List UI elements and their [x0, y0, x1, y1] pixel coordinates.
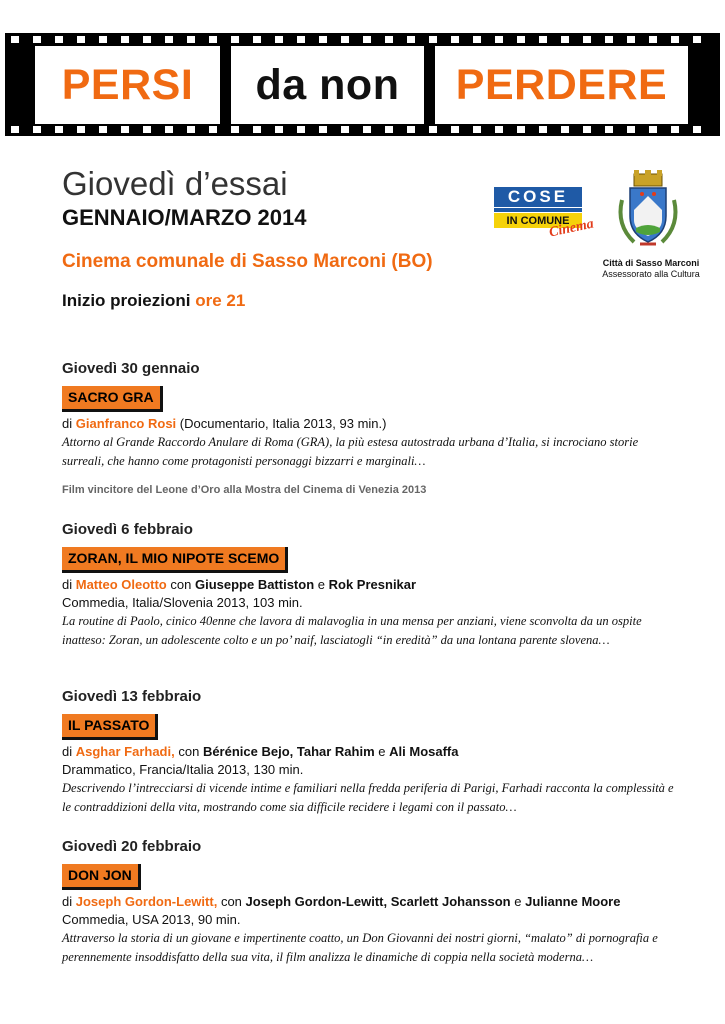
director-name: Gianfranco Rosi [75, 416, 177, 431]
film-title-badge: ZORAN, IL MIO NIPOTE SCEMO [62, 547, 288, 573]
film-date: Giovedì 30 gennaio [62, 360, 200, 377]
sprocket-hole [429, 126, 437, 133]
film-synopsis: La routine di Paolo, cinico 40enne che lavora di malavoglia in una mensa per anziani, viene sconvolta da un ospite inatteso: Zoran, un adolescente colto e un po’ naif, lasciatogli “in eredità” da una lontana parente slovena… [62, 614, 642, 647]
sprocket-hole [275, 36, 283, 43]
cast-secondary: Julianne Moore [525, 894, 621, 909]
cose-in-comune-logo [494, 187, 594, 247]
sprocket-hole [253, 36, 261, 43]
film-synopsis: Descrivendo l’intrecciarsi di vicende intime e familiari nella fredda periferia di Parigi, Farhadi racconta la complessità e le contraddizioni della vita, mostrando come sia difficile recidere i legami con il passato… [62, 781, 674, 814]
sprocket-hole [33, 126, 41, 133]
sprocket-hole [55, 126, 63, 133]
film-info: Drammatico, Francia/Italia 2013, 130 min. [62, 762, 304, 777]
city-crest-icon [612, 170, 684, 252]
sprocket-hole [385, 36, 393, 43]
cast-secondary: Ali Mosaffa [389, 744, 459, 759]
director-name: Joseph Gordon-Lewitt, [75, 894, 218, 909]
sprocket-hole [143, 36, 151, 43]
sprocket-holes-bottom [5, 126, 720, 133]
sprocket-hole [407, 36, 415, 43]
sprocket-hole [341, 36, 349, 43]
sprocket-hole [451, 126, 459, 133]
sprocket-hole [121, 126, 129, 133]
director-name: Asghar Farhadi, [75, 744, 175, 759]
film-credits [62, 893, 682, 911]
and-label: e [317, 577, 326, 592]
sprocket-hole [583, 36, 591, 43]
sprocket-hole [319, 126, 327, 133]
film-credits [62, 743, 682, 761]
by-label: di [62, 416, 73, 431]
film-title-badge: IL PASSATO [62, 714, 158, 740]
sprocket-hole [605, 36, 613, 43]
sprocket-hole [583, 126, 591, 133]
sprocket-hole [99, 126, 107, 133]
sprocket-hole [11, 36, 19, 43]
sprocket-hole [99, 36, 107, 43]
sprocket-hole [517, 36, 525, 43]
and-label: e [514, 894, 522, 909]
cose-logo-bar [494, 208, 582, 212]
sprocket-hole [297, 126, 305, 133]
sprocket-hole [385, 126, 393, 133]
sprocket-hole [165, 36, 173, 43]
sprocket-hole [561, 126, 569, 133]
sprocket-hole [231, 36, 239, 43]
sprocket-hole [33, 36, 41, 43]
sprocket-hole [77, 36, 85, 43]
film-entry-1 [62, 360, 682, 496]
cast-primary: Giuseppe Battiston [194, 577, 315, 592]
cose-logo-script: Cinema [547, 216, 596, 241]
film-strip-banner [5, 33, 720, 136]
sprocket-hole [253, 126, 261, 133]
film-details: (Documentario, Italia 2013, 93 min.) [179, 416, 387, 431]
sprocket-hole [407, 126, 415, 133]
sprocket-hole [231, 126, 239, 133]
director-name: Matteo Oleotto [75, 577, 167, 592]
sprocket-hole [341, 126, 349, 133]
sprocket-hole [627, 36, 635, 43]
film-info: Commedia, USA 2013, 90 min. [62, 912, 241, 927]
and-label: e [378, 744, 386, 759]
film-title-badge: SACRO GRA [62, 386, 163, 412]
sprocket-hole [143, 126, 151, 133]
film-info: Commedia, Italia/Slovenia 2013, 103 min. [62, 595, 303, 610]
sprocket-hole [495, 36, 503, 43]
with-label: con [178, 744, 200, 759]
by-label: di [62, 744, 73, 759]
sprocket-hole [649, 126, 657, 133]
cast-secondary: Rok Presnikar [328, 577, 417, 592]
sprocket-hole [693, 126, 701, 133]
start-time: ore 21 [195, 291, 246, 310]
sprocket-hole [429, 36, 437, 43]
start-time-line [62, 291, 245, 311]
sprocket-holes-top [5, 36, 720, 43]
banner-word-persi: PERSI [35, 46, 220, 124]
by-label: di [62, 894, 73, 909]
sprocket-hole [473, 126, 481, 133]
sprocket-hole [209, 126, 217, 133]
city-office: Assessorato alla Cultura [602, 269, 700, 279]
with-label: con [170, 577, 192, 592]
film-date: Giovedì 20 febbraio [62, 838, 202, 855]
sprocket-hole [275, 126, 283, 133]
sprocket-hole [55, 36, 63, 43]
sprocket-hole [363, 126, 371, 133]
page-title: Giovedì d’essai [62, 165, 288, 202]
film-synopsis: Attorno al Grande Raccordo Anulare di Roma (GRA), la più estesa autostrada urbana d’Italia, si incrociano storie surreali, che hanno come protagonisti personaggi bizzarri e marginali… [62, 435, 639, 468]
sprocket-hole [187, 126, 195, 133]
sprocket-hole [11, 126, 19, 133]
film-credits [62, 415, 682, 433]
sprocket-hole [187, 36, 195, 43]
sprocket-hole [209, 36, 217, 43]
sprocket-hole [473, 36, 481, 43]
period-heading: GENNAIO/MARZO 2014 [62, 205, 307, 230]
sprocket-hole [539, 126, 547, 133]
sprocket-hole [649, 36, 657, 43]
banner-word-perdere: PERDERE [435, 46, 688, 124]
sprocket-hole [517, 126, 525, 133]
sprocket-hole [561, 36, 569, 43]
cose-logo-bottom: IN COMUNE [494, 213, 582, 228]
sprocket-hole [77, 126, 85, 133]
sprocket-hole [121, 36, 129, 43]
cast-primary: Bérénice Bejo, Tahar Rahim [202, 744, 375, 759]
sprocket-hole [671, 126, 679, 133]
sprocket-hole [363, 36, 371, 43]
sprocket-hole [451, 36, 459, 43]
film-title-badge: DON JON [62, 864, 141, 890]
sprocket-hole [671, 36, 679, 43]
film-entry-4 [62, 838, 682, 967]
by-label: di [62, 577, 73, 592]
film-award: Film vincitore del Leone d’Oro alla Mostra del Cinema di Venezia 2013 [62, 484, 427, 496]
film-date: Giovedì 6 febbraio [62, 521, 193, 538]
sprocket-hole [165, 126, 173, 133]
with-label: con [220, 894, 242, 909]
cast-primary: Joseph Gordon-Lewitt, Scarlett Johansson [245, 894, 511, 909]
sprocket-hole [605, 126, 613, 133]
sprocket-hole [627, 126, 635, 133]
film-entry-2 [62, 521, 682, 650]
film-synopsis: Attraverso la storia di un giovane e impertinente coatto, un Don Giovanni dei nostri giorni, “malato” di pornografia e perennemente insoddisfatto della sua vita, il film analizza le dinamiche di coppia nella società moderna… [62, 931, 658, 964]
banner-word-da-non: da non [231, 46, 424, 124]
film-date: Giovedì 13 febbraio [62, 688, 202, 705]
sprocket-hole [539, 36, 547, 43]
start-label: Inizio proiezioni [62, 291, 191, 310]
cose-logo-top: COSE [494, 187, 582, 207]
sprocket-hole [693, 36, 701, 43]
sprocket-hole [495, 126, 503, 133]
sprocket-hole [297, 36, 305, 43]
city-name: Città di Sasso Marconi [602, 258, 700, 268]
sprocket-hole [319, 36, 327, 43]
venue-line: Cinema comunale di Sasso Marconi (BO) [62, 251, 433, 272]
film-entry-3 [62, 688, 682, 817]
film-credits [62, 576, 682, 594]
